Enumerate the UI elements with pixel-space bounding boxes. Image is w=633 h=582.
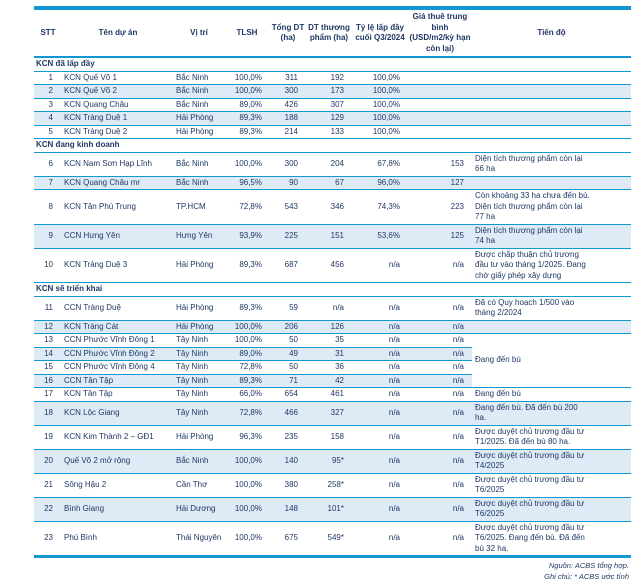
- cell-commercial: 461: [330, 389, 344, 398]
- cell-total: 59: [289, 302, 298, 312]
- cell-total: 466: [270, 401, 306, 425]
- cell-location: Bắc Ninh: [174, 176, 224, 190]
- cell-total: 543: [284, 201, 298, 211]
- cell-name: KCN Tràng Duệ 3: [64, 260, 128, 269]
- cell-commercial: 307: [330, 99, 344, 109]
- cell-occupancy: n/a: [388, 389, 400, 398]
- cell-tlsh: 89,3%: [239, 126, 262, 136]
- cell-progress: [472, 85, 631, 99]
- cell-total: 426: [284, 99, 298, 109]
- cell-rent: n/a: [452, 431, 464, 441]
- cell-tlsh: 66,0%: [239, 389, 262, 398]
- cell-name: KCN Kim Thành 2 – GĐ1: [64, 431, 154, 441]
- cell-rent: [408, 98, 472, 112]
- cell-rent: 125: [408, 224, 472, 248]
- cell-occupancy: 100,0%: [352, 112, 408, 126]
- cell-stt: 4: [34, 112, 62, 126]
- cell-occupancy: 100,0%: [372, 72, 400, 82]
- cell-progress: Diện tích thương phẩm còn lại 66 ha: [475, 153, 583, 173]
- cell-progress: Đang đến bù: [475, 389, 521, 398]
- cell-tlsh: 89,3%: [239, 260, 262, 269]
- cell-stt: 14: [34, 347, 62, 361]
- cell-occupancy: 100,0%: [372, 126, 400, 136]
- cell-location: Tây Ninh: [174, 347, 224, 361]
- table-row: [34, 320, 631, 334]
- cell-location: Tây Ninh: [176, 335, 209, 344]
- cell-location: Hải Phòng: [176, 431, 214, 441]
- cell-stt: 8: [48, 201, 53, 211]
- table-row: [34, 112, 631, 126]
- cell-name: KCN Quang Châu mr: [62, 176, 174, 190]
- cell-commercial: 327: [306, 401, 352, 425]
- cell-progress: Được duyệt chủ trương đầu tư T6/2025. Đang đến bù. Đã đến bù 32 ha.: [475, 522, 585, 553]
- cell-occupancy: 100,0%: [372, 99, 400, 109]
- cell-commercial: 101*: [306, 497, 352, 521]
- column-header-commercial: DT thương phẩm (ha): [308, 22, 350, 42]
- cell-stt: 12: [34, 320, 62, 334]
- cell-progress: [472, 71, 631, 85]
- cell-tlsh: 89,3%: [224, 374, 270, 388]
- cell-name: KCN Tràng Cát: [62, 320, 174, 334]
- table-row: [34, 190, 631, 225]
- cell-occupancy: n/a: [388, 302, 400, 312]
- cell-rent: n/a: [408, 374, 472, 388]
- cell-location: Bắc Ninh: [176, 158, 209, 168]
- cell-name: Quế Võ 2 mở rộng: [62, 449, 174, 473]
- cell-location: Thái Nguyên: [176, 533, 222, 542]
- cell-stt: 19: [44, 431, 53, 441]
- cell-occupancy: n/a: [352, 449, 408, 473]
- cell-commercial: 258*: [327, 479, 344, 489]
- cell-tlsh: 100,0%: [234, 335, 262, 344]
- table-row: [34, 248, 631, 283]
- cell-commercial: 204: [330, 158, 344, 168]
- cell-location: Hải Phòng: [176, 126, 214, 136]
- cell-stt: 21: [44, 479, 53, 489]
- cell-progress: Được duyệt chủ trương đầu tư T6/2025: [472, 497, 631, 521]
- cell-total: 50: [289, 335, 298, 344]
- cell-occupancy: n/a: [388, 335, 400, 344]
- cell-name: CCN Hưng Yên: [62, 224, 174, 248]
- table-row: [34, 152, 631, 176]
- cell-stt: 16: [34, 374, 62, 388]
- cell-tlsh: 72,8%: [239, 201, 262, 211]
- cell-rent: 223: [450, 201, 464, 211]
- cell-stt: 15: [44, 362, 53, 371]
- cell-total: 225: [270, 224, 306, 248]
- cell-tlsh: 72,8%: [224, 401, 270, 425]
- cell-location: Bắc Ninh: [174, 449, 224, 473]
- cell-stt: 5: [48, 126, 53, 136]
- cell-total: 654: [284, 389, 298, 398]
- cell-tlsh: 89,3%: [224, 112, 270, 126]
- cell-total: 300: [284, 158, 298, 168]
- cell-stt: 10: [44, 260, 53, 269]
- column-header-stt: STT: [40, 27, 56, 37]
- cell-progress: Được duyệt chủ trương đầu tư T4/2025: [472, 449, 631, 473]
- cell-location: Tây Ninh: [174, 374, 224, 388]
- cell-stt: 23: [44, 533, 53, 542]
- table-row: [34, 425, 631, 449]
- table-row: [34, 401, 631, 425]
- section-header-row: [34, 139, 631, 153]
- table-row: [34, 521, 631, 557]
- cell-occupancy: 100,0%: [352, 85, 408, 99]
- cell-total: 687: [284, 260, 298, 269]
- cell-stt: 22: [34, 497, 62, 521]
- cell-total: 71: [270, 374, 306, 388]
- cell-name: KCN Tân Phú Trung: [64, 201, 136, 211]
- cell-name: KCN Lộc Giang: [62, 401, 174, 425]
- cell-location: Cần Thơ: [176, 479, 208, 489]
- table-row: [34, 388, 631, 402]
- table-row: [34, 125, 631, 139]
- cell-tlsh: 100,0%: [234, 479, 262, 489]
- cell-total: 188: [270, 112, 306, 126]
- cell-total: 311: [285, 72, 298, 82]
- cell-stt: 9: [34, 224, 62, 248]
- cell-total: 380: [284, 479, 298, 489]
- cell-location: Tây Ninh: [176, 362, 209, 371]
- cell-rent: [408, 112, 472, 126]
- cell-stt: 13: [44, 335, 53, 344]
- projects-table: [34, 6, 631, 558]
- section-title: KCN sẽ triển khai: [36, 284, 103, 293]
- cell-progress: Đang đến bù. Đã đến bù 200 ha.: [472, 401, 631, 425]
- cell-commercial: 346: [330, 201, 344, 211]
- cell-commercial: 549*: [327, 533, 344, 542]
- table-row: [34, 98, 631, 112]
- cell-rent: n/a: [408, 401, 472, 425]
- cell-total: 49: [270, 347, 306, 361]
- cell-rent: n/a: [452, 335, 464, 344]
- cell-progress: Được duyệt chủ trương đầu tư T6/2025: [475, 474, 585, 494]
- table-row: [34, 71, 631, 85]
- cell-name: KCN Quế Võ 2: [62, 85, 174, 99]
- cell-stt: 11: [44, 302, 53, 312]
- cell-occupancy: 74,3%: [377, 201, 400, 211]
- cell-name: Sông Hậu 2: [64, 479, 107, 489]
- table-row: [34, 224, 631, 248]
- cell-commercial: 192: [330, 72, 344, 82]
- cell-occupancy: n/a: [388, 260, 400, 269]
- cell-commercial: 133: [330, 126, 344, 136]
- cell-total: 235: [284, 431, 298, 441]
- cell-rent: [408, 85, 472, 99]
- cell-rent: n/a: [452, 533, 464, 542]
- cell-tlsh: 89,3%: [239, 302, 262, 312]
- cell-progress: [472, 112, 631, 126]
- column-header-total: Tổng DT (ha): [271, 22, 305, 42]
- cell-name: CCN Tân Tập: [62, 374, 174, 388]
- column-header-occupancy: Tỷ lệ lấp đầy cuối Q3/2024: [355, 22, 405, 42]
- table-row: [34, 497, 631, 521]
- cell-tlsh: 100,0%: [224, 320, 270, 334]
- cell-occupancy: 96,0%: [352, 176, 408, 190]
- section-header-row: [34, 57, 631, 71]
- cell-progress: [472, 98, 631, 112]
- column-header-tlsh: TLSH: [236, 27, 258, 37]
- cell-stt: 7: [34, 176, 62, 190]
- table-body: [34, 57, 631, 557]
- cell-name: CCN Phước Vĩnh Đông 1: [64, 335, 155, 344]
- cell-commercial: 31: [306, 347, 352, 361]
- cell-total: 90: [270, 176, 306, 190]
- cell-rent: n/a: [452, 479, 464, 489]
- cell-location: Hải Phòng: [174, 320, 224, 334]
- cell-tlsh: 100,0%: [234, 158, 262, 168]
- cell-progress: Đã có Quy hoạch 1/500 vào tháng 2/2024: [475, 297, 575, 317]
- cell-occupancy: n/a: [388, 533, 400, 542]
- cell-rent: 153: [450, 158, 464, 168]
- cell-location: Hải Phòng: [176, 260, 214, 269]
- cell-progress: [472, 320, 631, 334]
- cell-stt: 2: [34, 85, 62, 99]
- source-note: Nguồn: ACBS tổng hợp.: [548, 561, 629, 570]
- cell-stt: 3: [48, 99, 53, 109]
- cell-occupancy: n/a: [388, 431, 400, 441]
- cell-tlsh: 96,3%: [239, 431, 262, 441]
- cell-location: TP.HCM: [176, 201, 206, 211]
- cell-stt: 6: [48, 158, 53, 168]
- cell-rent: n/a: [408, 320, 472, 334]
- cell-commercial: n/a: [332, 302, 344, 312]
- table-row: [34, 334, 631, 348]
- section-title: KCN đã lấp đầy: [36, 59, 95, 68]
- estimate-note: Ghi chú: * ACBS ước tính: [544, 572, 629, 581]
- column-header-rent: Giá thuê trung bình (USD/m2/kỳ hạn còn lại): [409, 12, 471, 53]
- cell-name: KCN Quế Võ 1: [64, 72, 117, 82]
- cell-name: KCN Quang Châu: [64, 99, 129, 109]
- cell-total: 300: [270, 85, 306, 99]
- cell-location: Bắc Ninh: [176, 72, 209, 82]
- cell-location: Bắc Ninh: [176, 99, 209, 109]
- cell-name: CCN Tràng Duệ: [64, 302, 121, 312]
- cell-name: CCN Phước Vĩnh Đông 2: [62, 347, 174, 361]
- cell-commercial: 151: [306, 224, 352, 248]
- cell-rent: n/a: [452, 260, 464, 269]
- cell-progress: Đang đến bù: [472, 334, 631, 388]
- cell-stt: 1: [48, 72, 53, 82]
- cell-name: KCN Tân Tập: [64, 389, 113, 398]
- cell-commercial: 35: [335, 335, 344, 344]
- column-header-progress: Tiến độ: [537, 27, 566, 37]
- table-header: [34, 8, 631, 57]
- cell-tlsh: 100,0%: [224, 85, 270, 99]
- industrial-parks-table: [34, 6, 631, 582]
- cell-progress: Được duyệt chủ trương đầu tư T1/2025. Đã đến bù 80 ha.: [475, 426, 585, 446]
- column-header-name: Tên dự án: [98, 27, 138, 37]
- header-row: [34, 8, 631, 57]
- cell-total: 50: [289, 362, 298, 371]
- cell-occupancy: n/a: [352, 374, 408, 388]
- cell-tlsh: 93,9%: [224, 224, 270, 248]
- cell-commercial: 67: [306, 176, 352, 190]
- cell-rent: 127: [408, 176, 472, 190]
- table-row: [34, 296, 631, 320]
- cell-commercial: 173: [306, 85, 352, 99]
- cell-rent: [408, 125, 472, 139]
- cell-location: Tây Ninh: [176, 389, 209, 398]
- cell-tlsh: 96,5%: [224, 176, 270, 190]
- cell-progress: Được chấp thuận chủ trương đầu tư vào tháng 1/2025. Đang chờ giấy phép xây dựng: [475, 249, 586, 280]
- cell-occupancy: n/a: [352, 347, 408, 361]
- cell-name: Phú Bình: [64, 533, 97, 542]
- cell-tlsh: 89,0%: [239, 99, 262, 109]
- cell-tlsh: 100,0%: [234, 533, 262, 542]
- cell-rent: n/a: [408, 449, 472, 473]
- cell-rent: n/a: [408, 347, 472, 361]
- cell-occupancy: n/a: [352, 320, 408, 334]
- cell-progress: Còn khoảng 33 ha chưa đến bù. Diện tích thương phẩm còn lại 77 ha: [475, 191, 590, 221]
- cell-commercial: 36: [335, 362, 344, 371]
- cell-occupancy: 53,6%: [352, 224, 408, 248]
- cell-name: KCN Tràng Duệ 2: [64, 126, 128, 136]
- cell-commercial: 95*: [306, 449, 352, 473]
- cell-location: Hải Dương: [174, 497, 224, 521]
- cell-total: 206: [270, 320, 306, 334]
- cell-stt: 20: [34, 449, 62, 473]
- cell-rent: n/a: [452, 389, 464, 398]
- cell-total: 140: [270, 449, 306, 473]
- cell-name: CCN Phước Vĩnh Đông 4: [64, 362, 155, 371]
- cell-tlsh: 89,0%: [224, 347, 270, 361]
- table-row: [34, 176, 631, 190]
- section-title: KCN đang kinh doanh: [36, 140, 120, 149]
- cell-occupancy: n/a: [352, 401, 408, 425]
- cell-commercial: 158: [330, 431, 344, 441]
- cell-stt: 17: [44, 389, 53, 398]
- cell-total: 675: [284, 533, 298, 542]
- cell-rent: n/a: [408, 497, 472, 521]
- cell-commercial: 126: [306, 320, 352, 334]
- table-row: [34, 85, 631, 99]
- cell-tlsh: 100,0%: [234, 72, 262, 82]
- cell-rent: n/a: [452, 362, 464, 371]
- cell-occupancy: n/a: [352, 497, 408, 521]
- cell-progress: [472, 125, 631, 139]
- cell-rent: [408, 71, 472, 85]
- cell-occupancy: n/a: [388, 362, 400, 371]
- cell-location: Hải Phòng: [176, 302, 214, 312]
- table-row: [34, 449, 631, 473]
- cell-commercial: 456: [330, 260, 344, 269]
- column-header-location: Vị trí: [190, 27, 208, 37]
- cell-total: 148: [270, 497, 306, 521]
- cell-tlsh: 100,0%: [224, 449, 270, 473]
- cell-name: Bình Giang: [62, 497, 174, 521]
- cell-location: Hưng Yên: [174, 224, 224, 248]
- cell-occupancy: n/a: [388, 479, 400, 489]
- cell-progress: Diện tích thương phẩm còn lại 74 ha: [472, 224, 631, 248]
- cell-occupancy: 67,8%: [377, 158, 400, 168]
- cell-stt: 18: [34, 401, 62, 425]
- cell-location: Hải Phòng: [174, 112, 224, 126]
- cell-tlsh: 72,8%: [239, 362, 262, 371]
- cell-commercial: 42: [306, 374, 352, 388]
- cell-location: Tây Ninh: [174, 401, 224, 425]
- cell-rent: n/a: [452, 302, 464, 312]
- footer-notes: [34, 560, 631, 582]
- cell-tlsh: 100,0%: [224, 497, 270, 521]
- cell-progress: [472, 176, 631, 190]
- cell-name: KCN Nam Sơn Hạp Lĩnh: [64, 158, 152, 168]
- table-row: [34, 473, 631, 497]
- cell-commercial: 129: [306, 112, 352, 126]
- cell-location: Bắc Ninh: [174, 85, 224, 99]
- section-header-row: [34, 283, 631, 297]
- cell-total: 214: [284, 126, 298, 136]
- cell-name: KCN Tràng Duệ 1: [62, 112, 174, 126]
